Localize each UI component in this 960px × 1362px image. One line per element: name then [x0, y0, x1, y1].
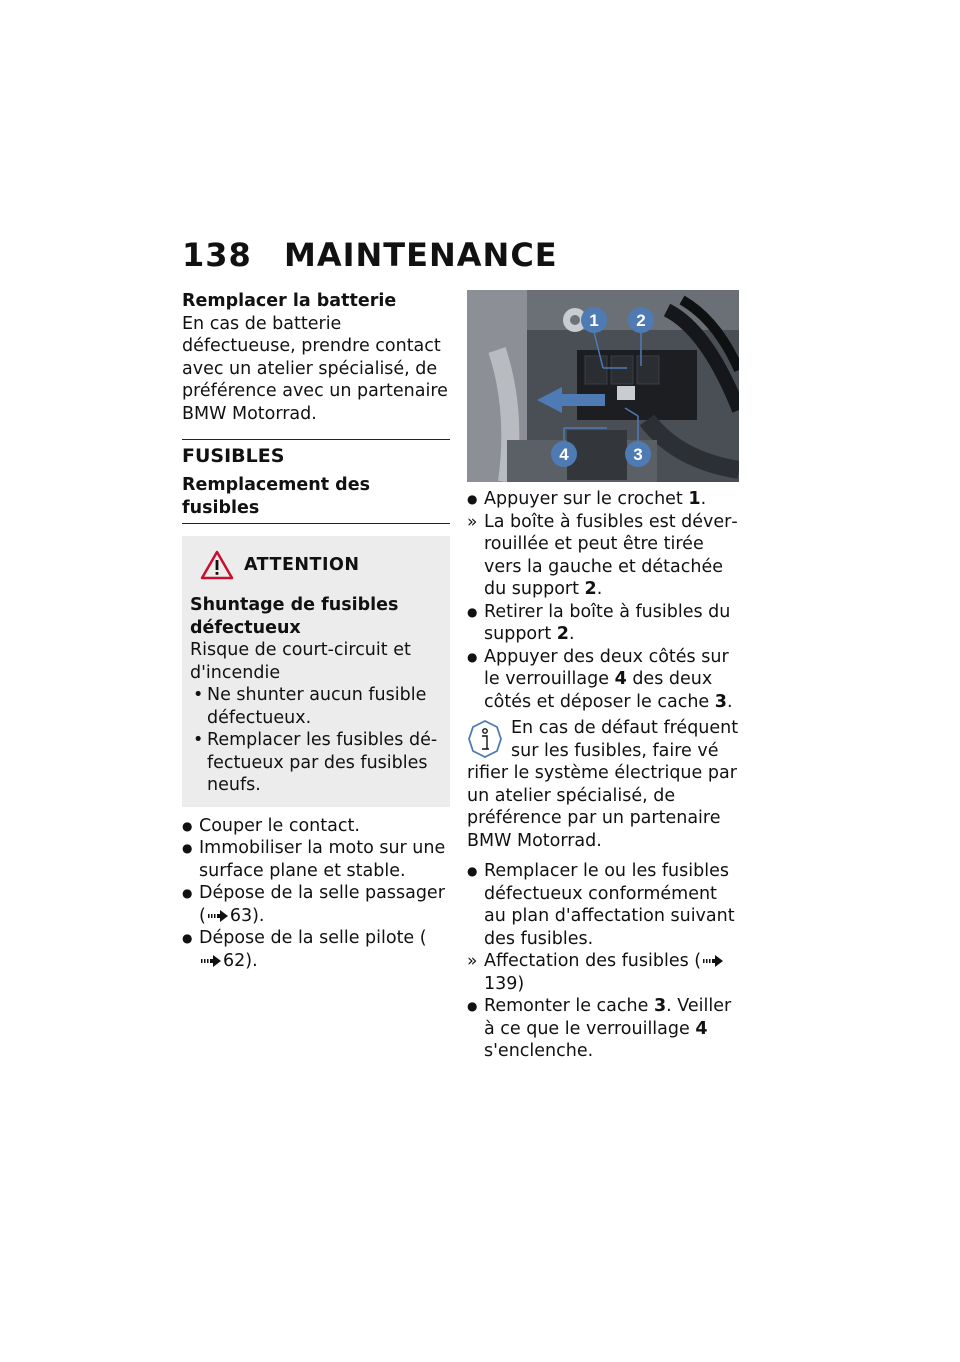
- list-item: ● Appuyer des deux côtés sur le verrouillage 4 des deux côtés et déposer le cache 3.: [467, 646, 739, 714]
- callout-4: 4: [559, 445, 569, 464]
- list-item: ● Couper le contact.: [182, 815, 450, 838]
- page-ref-arrow-icon: [703, 955, 723, 967]
- page-number: 138: [182, 236, 252, 274]
- fuse-box-illustration: [467, 290, 739, 482]
- steps-left: [182, 815, 450, 973]
- warning-item: • Ne shunter aucun fusible défectueux.: [190, 684, 442, 729]
- list-item: ● Immobiliser la moto sur une surface plane et stable.: [182, 837, 450, 882]
- result-item: » La boîte à fusibles est déverrouillée et peut être tirée vers la gauche et détachée du support 2.: [467, 511, 739, 601]
- list-item: ● Retirer la boîte à fusibles du support 2.: [467, 601, 739, 646]
- list-item: ● Remplacer le ou les fusibles défectueux conformément au plan d'affectation suivant des fusibles.: [467, 860, 739, 950]
- fuses-subheading: Remplacement des fusibles: [182, 475, 370, 518]
- warning-triangle-icon: [200, 550, 234, 580]
- right-column: [467, 290, 739, 1063]
- fuses-heading: FUSIBLES: [182, 445, 285, 467]
- info-note: [467, 717, 739, 852]
- chapter-title: MAINTENANCE: [284, 236, 558, 274]
- info-note-text: En cas de défaut fréquent sur les fusibles, faire vé: [511, 718, 739, 761]
- battery-text: En cas de batterie défectueuse, prendre contact avec un atelier spécialisé, de préférence avec un partenaire BMW Motorrad.: [182, 313, 448, 424]
- warning-box: [182, 536, 450, 807]
- page-ref[interactable]: 62).: [223, 950, 258, 971]
- battery-heading: Remplacer la batterie: [182, 291, 397, 311]
- callout-3: 3: [633, 445, 643, 464]
- steps-right: [467, 488, 739, 713]
- fuse-box-photo: [467, 290, 739, 482]
- warning-title: Shuntage de fusibles défectueux: [190, 595, 399, 638]
- list-item: ● Dépose de la selle pilote (62).: [182, 927, 450, 972]
- warning-list: [190, 684, 442, 797]
- left-column: [182, 290, 450, 972]
- warning-label: ATTENTION: [244, 555, 360, 575]
- warning-risk: Risque de court-circuit et d'incendie: [190, 640, 411, 683]
- callout-2: 2: [636, 311, 646, 330]
- result-item: » Affectation des fusibles (139): [467, 950, 739, 995]
- info-note-text-rest: rifier le système électrique par un atelier spécialisé, de préférence par un partenaire BMW Motorrad.: [467, 763, 737, 851]
- warning-header: [200, 550, 442, 580]
- warning-item: • Remplacer les fusibles défectueux par des fusibles neufs.: [190, 729, 442, 797]
- page-header: [182, 236, 782, 280]
- steps-right-2: [467, 860, 739, 1063]
- page-ref-arrow-icon: [208, 910, 228, 922]
- list-item: ● Remonter le cache 3. Veiller à ce que le verrouillage 4 s'enclenche.: [467, 995, 739, 1063]
- callout-1: 1: [589, 311, 599, 330]
- page-ref-arrow-icon: [201, 955, 221, 967]
- list-item: ● Appuyer sur le crochet 1.: [467, 488, 739, 511]
- page-ref[interactable]: 139): [484, 973, 525, 994]
- info-icon: [467, 719, 503, 759]
- page-ref[interactable]: 63).: [229, 905, 265, 926]
- list-item: ● Dépose de la selle passager ( 63).: [182, 882, 450, 927]
- subsection-rule: [182, 523, 450, 524]
